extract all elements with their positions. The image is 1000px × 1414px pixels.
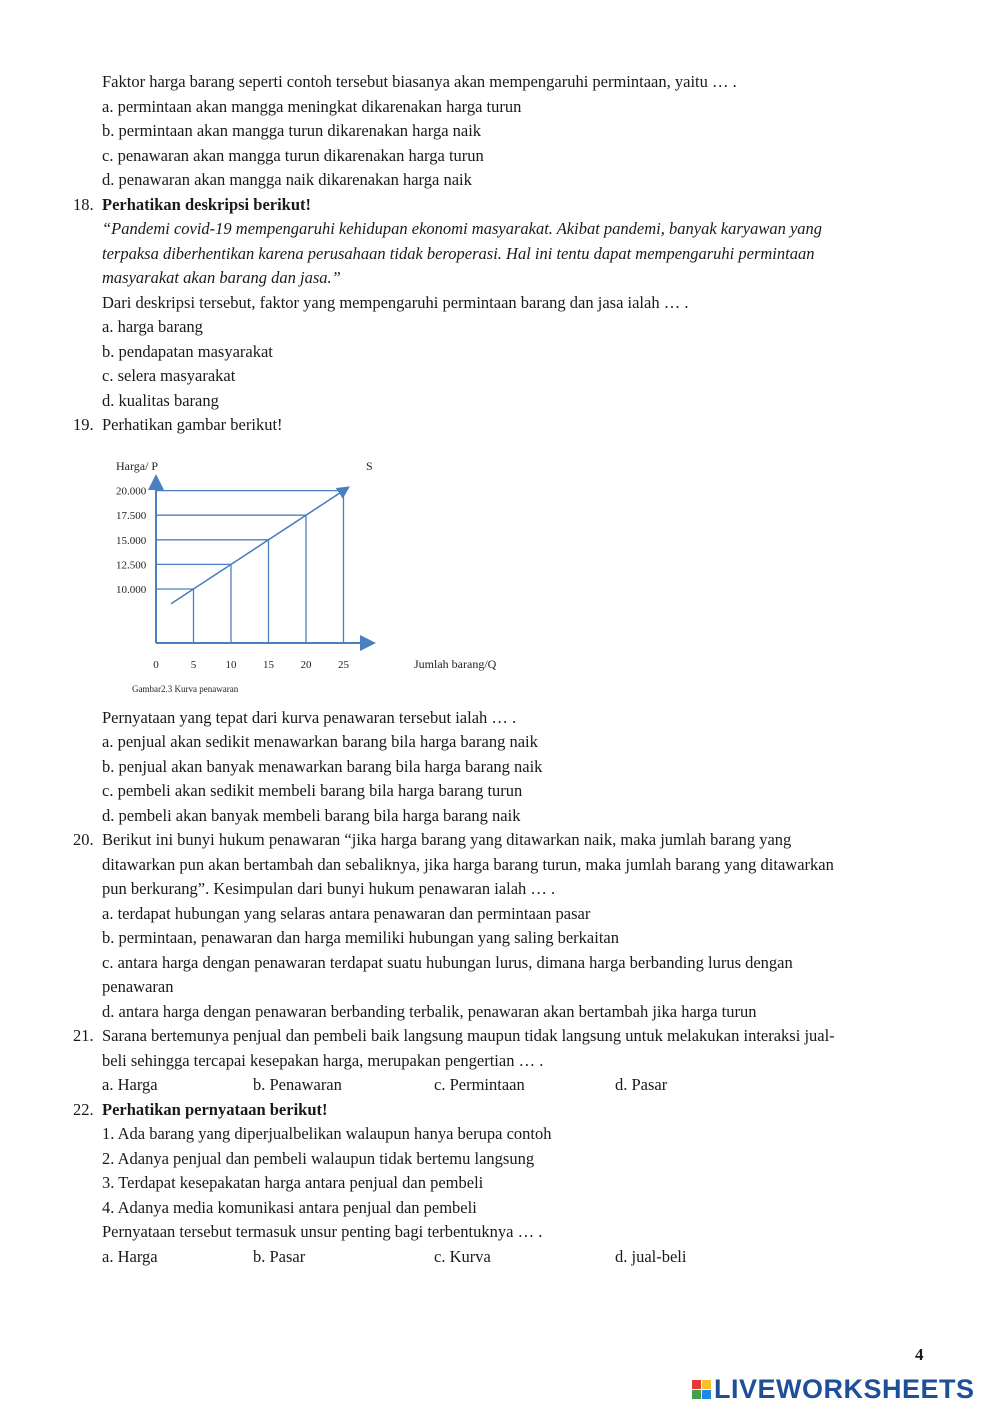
- q21-number: 21.: [73, 1026, 94, 1045]
- y-tick-label-4: 20.000: [116, 485, 147, 498]
- q17-option-d[interactable]: d. penawaran akan mangga naik dikarenakan harga naik: [102, 170, 472, 189]
- q18-quote-line-2: terpaksa diberhentikan karena perusahaan tidak beroperasi. Hal ini tentu dapat mempengaruhi permintaan: [102, 244, 815, 263]
- q21-option-b[interactable]: b. Penawaran: [253, 1075, 342, 1094]
- x-tick-label-5: 25: [338, 659, 349, 671]
- q18-option-c[interactable]: c. selera masyarakat: [102, 366, 236, 385]
- q21-option-d[interactable]: d. Pasar: [615, 1075, 668, 1094]
- liveworksheets-logo-text: LIVEWORKSHEETS: [714, 1374, 975, 1404]
- q20-text-line-2: ditawarkan pun akan bertambah dan sebaliknya, jika harga barang turun, maka jumlah barang yang ditawarkan: [102, 855, 834, 874]
- q22-number: 22.: [73, 1100, 94, 1119]
- q18-option-a[interactable]: a. harga barang: [102, 317, 203, 336]
- q19-stem: Pernyataan yang tepat dari kurva penawaran tersebut ialah … .: [102, 708, 517, 727]
- q21-text-line-2: beli sehingga tercapai kesepakan harga, merupakan pengertian … .: [102, 1051, 544, 1070]
- q20-option-c[interactable]: c. antara harga dengan penawaran terdapat suatu hubungan lurus, dimana harga berbanding lurus dengan: [102, 953, 793, 972]
- q22-statement-1: 1. Ada barang yang diperjualbelikan walaupun hanya berupa contoh: [102, 1124, 552, 1143]
- supply-curve-line: [171, 488, 347, 604]
- q22-stem: Pernyataan tersebut termasuk unsur penting bagi terbentuknya … .: [102, 1222, 543, 1241]
- q18-quote-line-1: “Pandemi covid-19 mempengaruhi kehidupan ekonomi masyarakat. Akibat pandemi, banyak karyawan yang: [102, 219, 823, 238]
- q20-option-d[interactable]: d. antara harga dengan penawaran berbanding terbalik, penawaran akan bertambah jika harga turun: [102, 1002, 757, 1021]
- y-tick-label-2: 15.000: [116, 534, 147, 547]
- q22-option-d[interactable]: d. jual-beli: [615, 1247, 687, 1266]
- q19-option-a[interactable]: a. penjual akan sedikit menawarkan barang bila harga barang naik: [102, 732, 538, 751]
- q19-option-d[interactable]: d. pembeli akan banyak membeli barang bila harga barang naik: [102, 806, 521, 825]
- q21-option-c[interactable]: c. Permintaan: [434, 1075, 525, 1094]
- q20-number: 20.: [73, 830, 94, 849]
- x-tick-label-0: 0: [153, 659, 159, 671]
- y-tick-label-1: 12.500: [116, 559, 147, 572]
- q19-option-b[interactable]: b. penjual akan banyak menawarkan barang bila harga barang naik: [102, 757, 543, 776]
- q22-heading: Perhatikan pernyataan berikut!: [102, 1100, 328, 1119]
- q20-option-b[interactable]: b. permintaan, penawaran dan harga memiliki hubungan yang saling berkaitan: [102, 928, 619, 947]
- guide-lines: [156, 491, 344, 643]
- q22-statement-3: 3. Terdapat kesepakatan harga antara penjual dan pembeli: [102, 1173, 484, 1192]
- x-axis-label: Jumlah barang/Q: [414, 657, 497, 671]
- y-tick-label-0: 10.000: [116, 584, 147, 596]
- liveworksheets-logo-icon: [692, 1380, 711, 1399]
- liveworksheets-logo[interactable]: [692, 1374, 975, 1405]
- q22-statement-4: 4. Adanya media komunikasi antara penjual dan pembeli: [102, 1198, 477, 1217]
- x-tick-label-1: 5: [190, 659, 197, 671]
- q20-option-c-continued: penawaran: [102, 977, 174, 996]
- q22-statement-2: 2. Adanya penjual dan pembeli walaupun tidak bertemu langsung: [102, 1149, 535, 1168]
- supply-curve-chart: [110, 452, 510, 700]
- x-tick-label-4: 20: [300, 659, 312, 671]
- q17-option-c[interactable]: c. penawaran akan mangga turun dikarenakan harga turun: [102, 146, 484, 165]
- y-tick-label-3: 17.500: [116, 510, 147, 523]
- q21-text-line-1: Sarana bertemunya penjual dan pembeli baik langsung maupun tidak langsung untuk melakukan interaksi jual-: [102, 1026, 835, 1045]
- q18-option-d[interactable]: d. kualitas barang: [102, 391, 219, 410]
- logo-square-blue: [702, 1390, 711, 1399]
- chart-caption: Gambar2.3 Kurva penawaran: [132, 684, 239, 694]
- logo-square-green: [692, 1390, 701, 1399]
- q18-number: 18.: [73, 195, 94, 214]
- q18-heading: Perhatikan deskripsi berikut!: [102, 195, 312, 214]
- q21-option-a[interactable]: a. Harga: [102, 1075, 158, 1094]
- q19-option-c[interactable]: c. pembeli akan sedikit membeli barang bila harga barang turun: [102, 781, 523, 800]
- q20-text-line-1: Berikut ini bunyi hukum penawaran “jika harga barang yang ditawarkan naik, maka jumlah barang yang: [102, 830, 792, 849]
- q18-stem: Dari deskripsi tersebut, faktor yang mempengaruhi permintaan barang dan jasa ialah … .: [102, 293, 689, 312]
- q20-option-a[interactable]: a. terdapat hubungan yang selaras antara penawaran dan permintaan pasar: [102, 904, 591, 923]
- x-tick-label-3: 15: [263, 659, 274, 671]
- q18-option-b[interactable]: b. pendapatan masyarakat: [102, 342, 273, 361]
- q18-quote-line-3: masyarakat akan barang dan jasa.”: [102, 268, 341, 287]
- q17-option-b[interactable]: b. permintaan akan mangga turun dikarenakan harga naik: [102, 121, 482, 140]
- y-axis-label: Harga/ P: [116, 459, 159, 473]
- supply-series-label: S: [366, 459, 373, 473]
- q22-option-c[interactable]: c. Kurva: [434, 1247, 491, 1266]
- q17-option-a[interactable]: a. permintaan akan mangga meningkat dikarenakan harga turun: [102, 97, 522, 116]
- q22-option-b[interactable]: b. Pasar: [253, 1247, 306, 1266]
- q19-number: 19.: [73, 415, 94, 434]
- logo-square-yellow: [702, 1380, 711, 1389]
- page-number: 4: [915, 1345, 924, 1364]
- q17-stem: Faktor harga barang seperti contoh tersebut biasanya akan mempengaruhi permintaan, yaitu … .: [102, 72, 737, 91]
- logo-square-red: [692, 1380, 701, 1389]
- q22-option-a[interactable]: a. Harga: [102, 1247, 158, 1266]
- q19-heading: Perhatikan gambar berikut!: [102, 415, 283, 434]
- x-tick-label-2: 10: [225, 659, 237, 671]
- q20-text-line-3: pun berkurang”. Kesimpulan dari bunyi hukum penawaran ialah … .: [102, 879, 556, 898]
